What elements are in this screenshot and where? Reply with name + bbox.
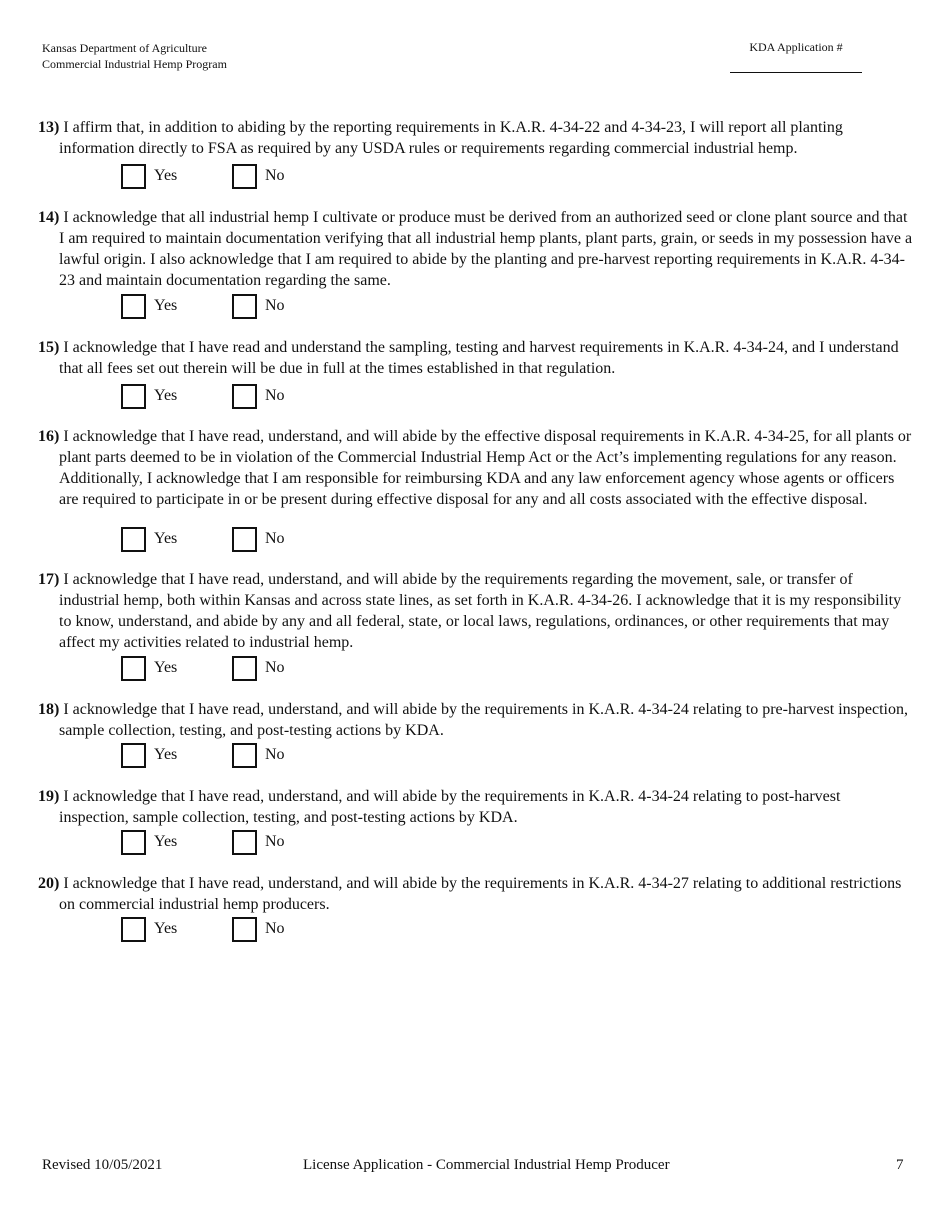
no-option[interactable] xyxy=(232,294,285,319)
question-20-options xyxy=(121,915,285,943)
revised-date: Revised 10/05/2021 xyxy=(42,1157,163,1173)
question-18 xyxy=(38,699,913,741)
yes-label: Yes xyxy=(154,167,178,184)
yes-checkbox[interactable] xyxy=(121,656,146,681)
question-number: 15) xyxy=(38,339,60,356)
question-17 xyxy=(38,569,913,653)
yes-checkbox[interactable] xyxy=(121,743,146,768)
yes-label: Yes xyxy=(154,833,178,850)
question-15 xyxy=(38,337,913,379)
question-text: I affirm that, in addition to abiding by the reporting requirements in K.A.R. 4-34-22 and 4-34-23, I will report all planting information directly to FSA as required by any USDA rules or requirements regarding commercial industrial hemp. xyxy=(59,119,843,157)
question-13-options xyxy=(121,162,285,190)
question-14-options xyxy=(121,292,285,320)
question-15-options xyxy=(121,382,285,410)
yes-label: Yes xyxy=(154,387,178,404)
no-option[interactable] xyxy=(232,527,285,552)
yes-label: Yes xyxy=(154,297,178,314)
question-17-options xyxy=(121,654,285,682)
question-19 xyxy=(38,786,913,828)
question-text: I acknowledge that I have read, understand, and will abide by the effective disposal requirements in K.A.R. 4-34-25, for all plants or plant parts deemed to be in violation of the Commercial Industrial Hemp Act or the Act’s implementing regulations for any reason. Additionally, I acknowledge that I am responsible for reimbursing KDA and any law enforcement agency whose agents or officers are required to participate in or be present during effective disposal for any and all costs associated with the effective disposal. xyxy=(59,428,912,508)
yes-label: Yes xyxy=(154,746,178,763)
question-18-options xyxy=(121,741,285,769)
question-19-options xyxy=(121,828,285,856)
program-name: Commercial Industrial Hemp Program xyxy=(42,57,227,71)
yes-checkbox[interactable] xyxy=(121,527,146,552)
application-number-field[interactable] xyxy=(730,72,862,73)
yes-option[interactable] xyxy=(121,743,232,768)
no-option[interactable] xyxy=(232,656,285,681)
question-number: 13) xyxy=(38,119,60,136)
question-text: I acknowledge that I have read and understand the sampling, testing and harvest requirements in K.A.R. 4-34-24, and I understand that all fees set out therein will be due in full at the times established in that regulation. xyxy=(59,339,899,377)
no-checkbox[interactable] xyxy=(232,527,257,552)
no-checkbox[interactable] xyxy=(232,384,257,409)
no-label: No xyxy=(265,167,285,184)
no-checkbox[interactable] xyxy=(232,743,257,768)
question-number: 17) xyxy=(38,571,60,588)
question-text: I acknowledge that all industrial hemp I cultivate or produce must be derived from an authorized seed or clone plant source and that I am required to maintain documentation verifying that all industrial hemp plants, plant parts, grain, or seeds in my possession have a lawful origin. I also acknowledge that I am required to abide by the planting and pre-harvest reporting requirements in K.A.R. 4-34-23 and maintain documentation regarding the same. xyxy=(59,209,913,289)
no-option[interactable] xyxy=(232,384,285,409)
no-checkbox[interactable] xyxy=(232,917,257,942)
no-label: No xyxy=(265,746,285,763)
no-checkbox[interactable] xyxy=(232,294,257,319)
question-20 xyxy=(38,873,913,915)
yes-option[interactable] xyxy=(121,656,232,681)
question-number: 19) xyxy=(38,788,60,805)
question-14 xyxy=(38,207,913,291)
no-label: No xyxy=(265,530,285,547)
yes-checkbox[interactable] xyxy=(121,830,146,855)
no-label: No xyxy=(265,387,285,404)
question-number: 20) xyxy=(38,875,60,892)
question-number: 14) xyxy=(38,209,60,226)
page-number: 7 xyxy=(896,1157,904,1173)
yes-option[interactable] xyxy=(121,527,232,552)
question-16 xyxy=(38,426,913,510)
org-header xyxy=(42,40,227,72)
question-16-options xyxy=(121,525,285,553)
no-option[interactable] xyxy=(232,164,285,189)
yes-checkbox[interactable] xyxy=(121,384,146,409)
no-checkbox[interactable] xyxy=(232,656,257,681)
yes-label: Yes xyxy=(154,920,178,937)
no-label: No xyxy=(265,659,285,676)
question-13 xyxy=(38,117,913,159)
question-number: 16) xyxy=(38,428,60,445)
org-name: Kansas Department of Agriculture xyxy=(42,41,207,55)
yes-label: Yes xyxy=(154,530,178,547)
yes-option[interactable] xyxy=(121,917,232,942)
yes-label: Yes xyxy=(154,659,178,676)
no-option[interactable] xyxy=(232,917,285,942)
no-label: No xyxy=(265,833,285,850)
yes-option[interactable] xyxy=(121,830,232,855)
question-text: I acknowledge that I have read, understand, and will abide by the requirements in K.A.R. 4-34-24 relating to pre-harvest inspection, sample collection, testing, and post-testing actions by KDA. xyxy=(59,701,908,739)
no-label: No xyxy=(265,920,285,937)
question-text: I acknowledge that I have read, understand, and will abide by the requirements regarding the movement, sale, or transfer of industrial hemp, both within Kansas and across state lines, as set forth in K.A.R. 4-34-26. I acknowledge that it is my responsibility to know, understand, and abide by any and all federal, state, or local laws, regulations, ordinances, or other requirements that may affect my activities related to industrial hemp. xyxy=(59,571,902,651)
yes-checkbox[interactable] xyxy=(121,294,146,319)
no-label: No xyxy=(265,297,285,314)
yes-option[interactable] xyxy=(121,294,232,319)
document-title: License Application - Commercial Industrial Hemp Producer xyxy=(303,1157,670,1173)
question-text: I acknowledge that I have read, understand, and will abide by the requirements in K.A.R. 4-34-24 relating to post-harvest inspection, sample collection, testing, and post-testing actions by KDA. xyxy=(59,788,841,826)
yes-checkbox[interactable] xyxy=(121,917,146,942)
application-number-label: KDA Application # xyxy=(749,40,843,54)
yes-checkbox[interactable] xyxy=(121,164,146,189)
no-checkbox[interactable] xyxy=(232,830,257,855)
yes-option[interactable] xyxy=(121,384,232,409)
yes-option[interactable] xyxy=(121,164,232,189)
question-number: 18) xyxy=(38,701,60,718)
no-option[interactable] xyxy=(232,830,285,855)
no-option[interactable] xyxy=(232,743,285,768)
question-text: I acknowledge that I have read, understand, and will abide by the requirements in K.A.R. 4-34-27 relating to additional restrictions on commercial industrial hemp producers. xyxy=(59,875,902,913)
no-checkbox[interactable] xyxy=(232,164,257,189)
